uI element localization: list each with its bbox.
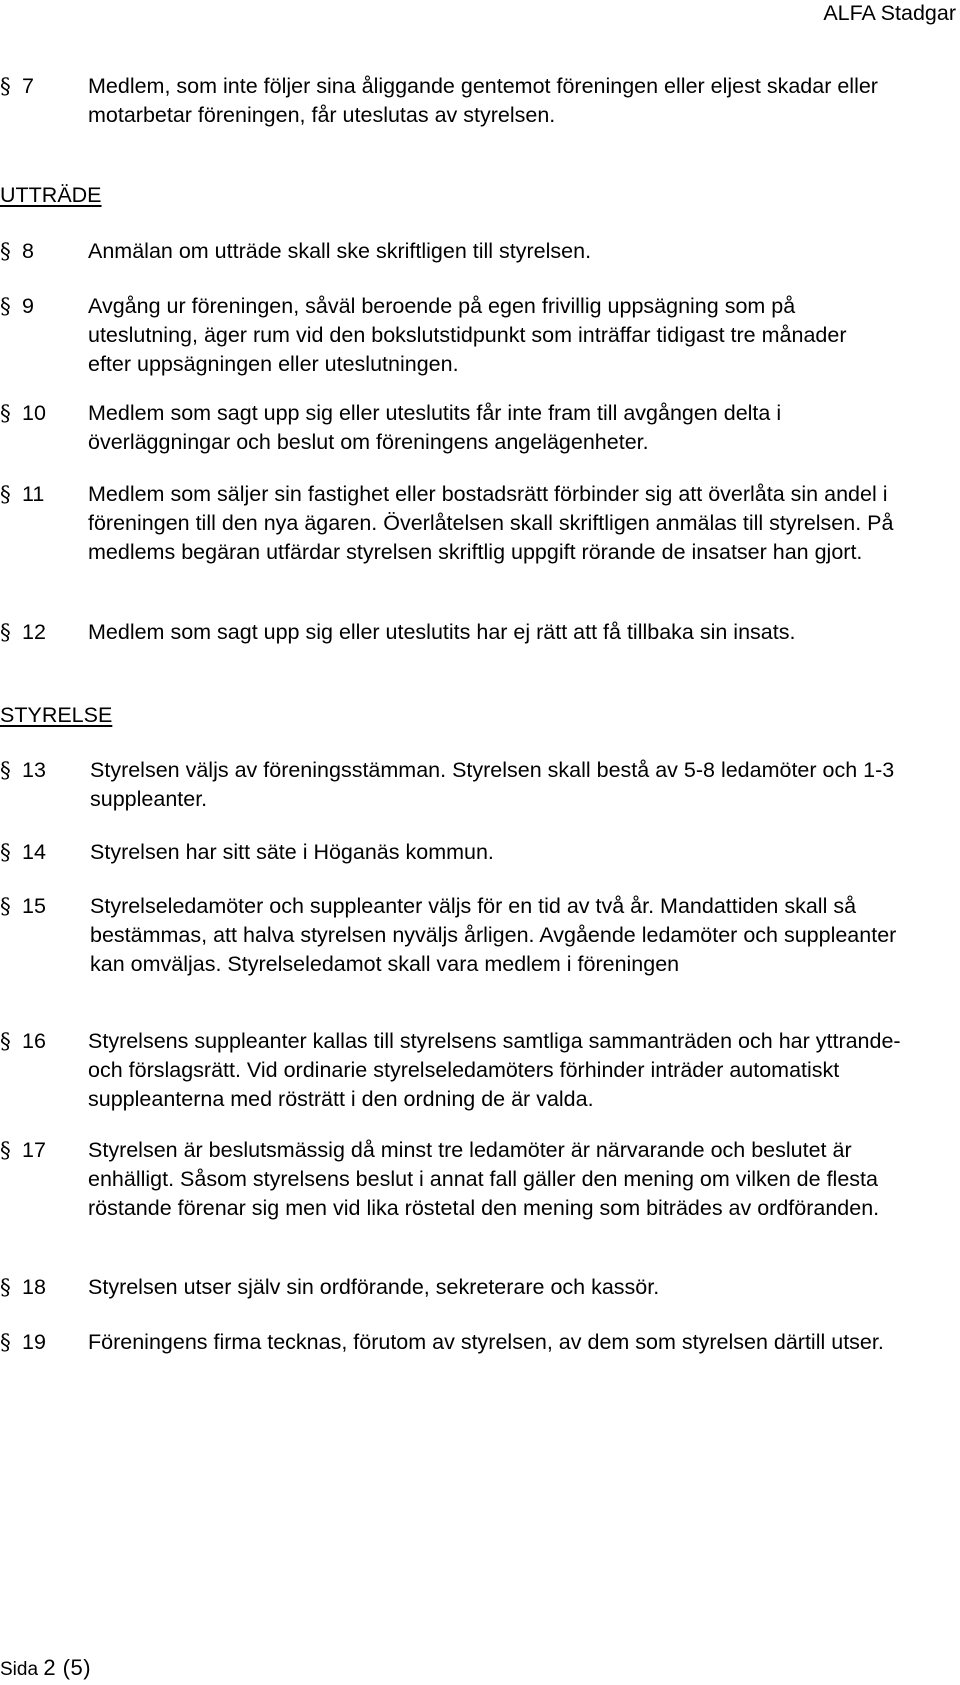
section-symbol: §: [0, 482, 11, 507]
paragraph-number: 19: [22, 1330, 46, 1354]
section-symbol: §: [0, 840, 11, 865]
paragraph-number: 8: [22, 239, 34, 263]
section-symbol: §: [0, 894, 11, 919]
paragraph-number: 7: [22, 74, 34, 98]
paragraph-text: Föreningens firma tecknas, förutom av styrelsen, av dem som styrelsen därtill utser.: [88, 1330, 884, 1354]
heading-uttrade: UTTRÄDE: [0, 183, 102, 207]
paragraph-number: 17: [22, 1138, 46, 1162]
paragraph-text: Styrelsen har sitt säte i Höganäs kommun.: [90, 840, 494, 864]
paragraph-text: Medlem som sagt upp sig eller uteslutits har ej rätt att få tillbaka sin insats.: [88, 620, 796, 644]
section-symbol: §: [0, 1275, 11, 1300]
paragraph-number: 13: [22, 758, 46, 782]
section-symbol: §: [0, 1330, 11, 1355]
paragraph-number: 9: [22, 294, 34, 318]
section-symbol: §: [0, 1138, 11, 1163]
paragraph-number: 18: [22, 1275, 46, 1299]
section-symbol: §: [0, 1029, 11, 1054]
heading-styrelse: STYRELSE: [0, 703, 113, 727]
section-symbol: §: [0, 620, 11, 645]
paragraph-text: Styrelsens suppleanter kallas till styrelsens samtliga sammanträden och har yttrande- och förslagsrätt. Vid ordinarie styrelseledamöters förhinder inträder automatiskt suppleanterna med rösträtt i den ordning de är valda.: [88, 1029, 901, 1111]
paragraph-text: Medlem som sagt upp sig eller uteslutits får inte fram till avgången delta i överläggningar och beslut om föreningens angelägenheter.: [88, 401, 782, 454]
paragraph-text: Styrelsen är beslutsmässig då minst tre ledamöter är närvarande och beslutet är enhälligt. Såsom styrelsens beslut i annat fall gäller den mening om vilken de flesta röstande förenar sig men vid lika röstetal den mening som biträdes av ordföranden.: [88, 1138, 880, 1220]
paragraph-number: 10: [22, 401, 46, 425]
paragraph-text: Anmälan om utträde skall ske skriftligen till styrelsen.: [88, 239, 592, 263]
paragraph-text: Styrelsen väljs av föreningsstämman. Styrelsen skall bestå av 5-8 ledamöter och 1-3 suppleanter.: [90, 758, 895, 811]
document-header-title: ALFA Stadgar: [823, 1, 956, 25]
section-symbol: §: [0, 239, 11, 264]
paragraph-number: 12: [22, 620, 46, 644]
paragraph-text: Styrelseledamöter och suppleanter väljs för en tid av två år. Mandattiden skall så bestämmas, att halva styrelsen nyväljs årligen. Avgående ledamöter och suppleanter kan omväljas. Styrelseledamot skall vara medlem i föreningen: [90, 894, 897, 976]
section-symbol: §: [0, 294, 11, 319]
paragraph-number: 15: [22, 894, 46, 918]
section-symbol: §: [0, 74, 11, 99]
paragraph-number: 16: [22, 1029, 46, 1053]
paragraph-text: Avgång ur föreningen, såväl beroende på egen frivillig uppsägning som på uteslutning, äger rum vid den bokslutstidpunkt som inträffar tidigast tre månader efter uppsägningen eller uteslutningen.: [88, 294, 847, 376]
page-footer: [0, 1656, 91, 1682]
paragraph-text: Medlem som säljer sin fastighet eller bostadsrätt förbinder sig att överlåta sin andel i föreningen till den nya ägaren. Överlåtelsen skall skriftligen anmälas till styrelsen. På medlems begäran utfärdar styrelsen skriftlig uppgift rörande de insatser han gjort.: [88, 482, 894, 564]
paragraph-number: 14: [22, 840, 46, 864]
section-symbol: §: [0, 758, 11, 783]
section-symbol: §: [0, 401, 11, 426]
paragraph-number: 11: [22, 482, 45, 506]
footer-label: Sida: [0, 1659, 39, 1680]
paragraph-text: Medlem, som inte följer sina åliggande gentemot föreningen eller eljest skadar eller motarbetar föreningen, får uteslutas av styrelsen.: [88, 74, 878, 127]
page-number: 2 (5): [43, 1655, 92, 1680]
paragraph-text: Styrelsen utser själv sin ordförande, sekreterare och kassör.: [88, 1275, 660, 1299]
